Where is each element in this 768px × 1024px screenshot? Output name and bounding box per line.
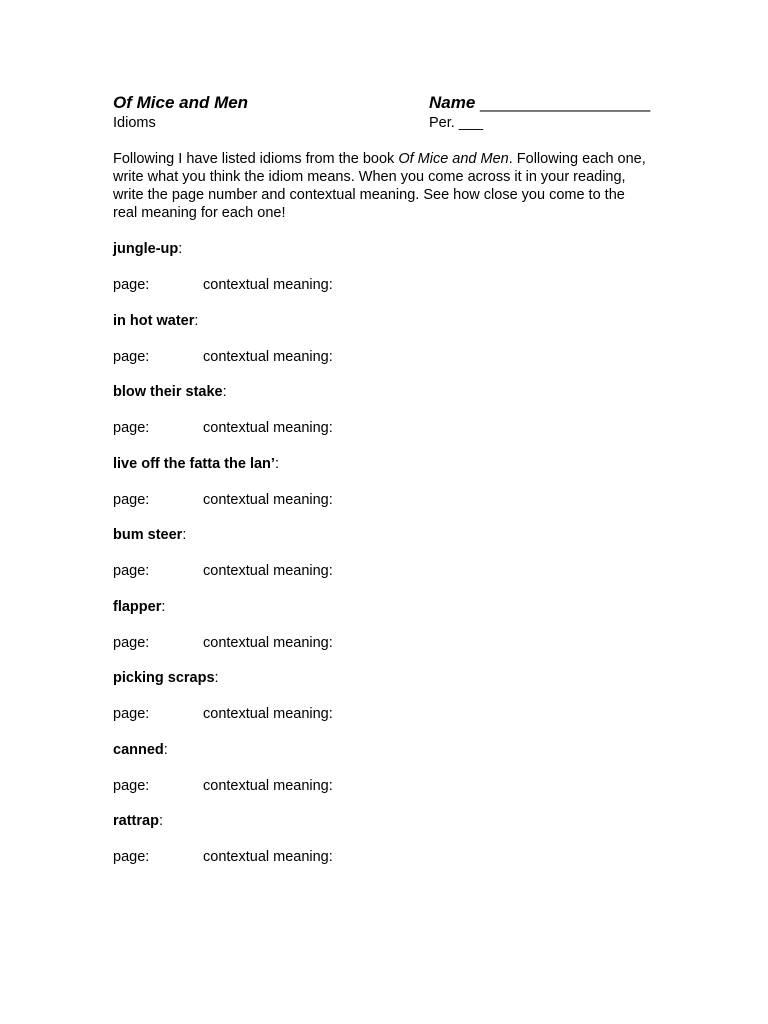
contextual-meaning-label: contextual meaning: xyxy=(203,348,333,365)
worksheet xyxy=(113,93,658,884)
page-label: page: xyxy=(113,348,150,365)
idiom-item xyxy=(113,812,658,884)
page-label: page: xyxy=(113,849,150,865)
idiom-term: canned: xyxy=(113,741,168,758)
page-label: page: xyxy=(113,277,150,293)
contextual-meaning-label: contextual meaning: xyxy=(203,563,333,579)
contextual-meaning-label: contextual meaning: xyxy=(203,277,333,293)
page-title: Of Mice and Men xyxy=(113,93,249,112)
page-label: page: xyxy=(113,777,150,794)
contextual-meaning-label: contextual meaning: xyxy=(203,706,333,722)
intro-text-after: . Following each one, write what you think the idiom means. When you come across it in your reading, write the page number and contextual meaning. See how close you come to the real meaning for each one! xyxy=(113,151,646,221)
idiom-item xyxy=(113,598,658,670)
intro-book-title: Of Mice and Men xyxy=(398,151,509,167)
idiom-item xyxy=(113,240,658,312)
name-blank: __________________ xyxy=(480,93,651,112)
idiom-item xyxy=(113,312,658,384)
period-field: Per. ___ xyxy=(429,115,484,131)
page-label: page: xyxy=(113,420,150,436)
contextual-meaning-label: contextual meaning: xyxy=(203,491,333,508)
idiom-term: picking scraps: xyxy=(113,670,219,686)
subtitle: Idioms xyxy=(113,115,156,131)
idiom-item xyxy=(113,526,658,598)
idiom-item xyxy=(113,383,658,455)
contextual-meaning-label: contextual meaning: xyxy=(203,420,333,436)
page-label: page: xyxy=(113,491,150,508)
name-label: Name xyxy=(429,93,476,112)
idiom-item xyxy=(113,669,658,741)
instructions xyxy=(113,150,653,222)
page-label: page: xyxy=(113,706,150,722)
page-label: page: xyxy=(113,634,150,651)
idiom-term: rattrap: xyxy=(113,813,163,829)
contextual-meaning-label: contextual meaning: xyxy=(203,849,333,865)
intro-text-before: Following I have listed idioms from the book xyxy=(113,151,399,167)
page-label: page: xyxy=(113,563,150,579)
name-field xyxy=(429,93,650,113)
idiom-term: jungle-up: xyxy=(113,241,183,257)
contextual-meaning-label: contextual meaning: xyxy=(203,634,333,651)
idiom-term: live off the fatta the lan’: xyxy=(113,455,279,472)
idiom-term: in hot water: xyxy=(113,312,199,329)
contextual-meaning-label: contextual meaning: xyxy=(203,777,333,794)
idiom-item xyxy=(113,455,658,527)
idiom-item xyxy=(113,741,658,813)
idiom-list xyxy=(113,240,658,884)
idiom-term: bum steer: xyxy=(113,527,187,543)
subheader-row xyxy=(113,115,658,137)
idiom-term: flapper: xyxy=(113,598,166,615)
idiom-term: blow their stake: xyxy=(113,384,227,400)
header-row xyxy=(113,93,658,115)
